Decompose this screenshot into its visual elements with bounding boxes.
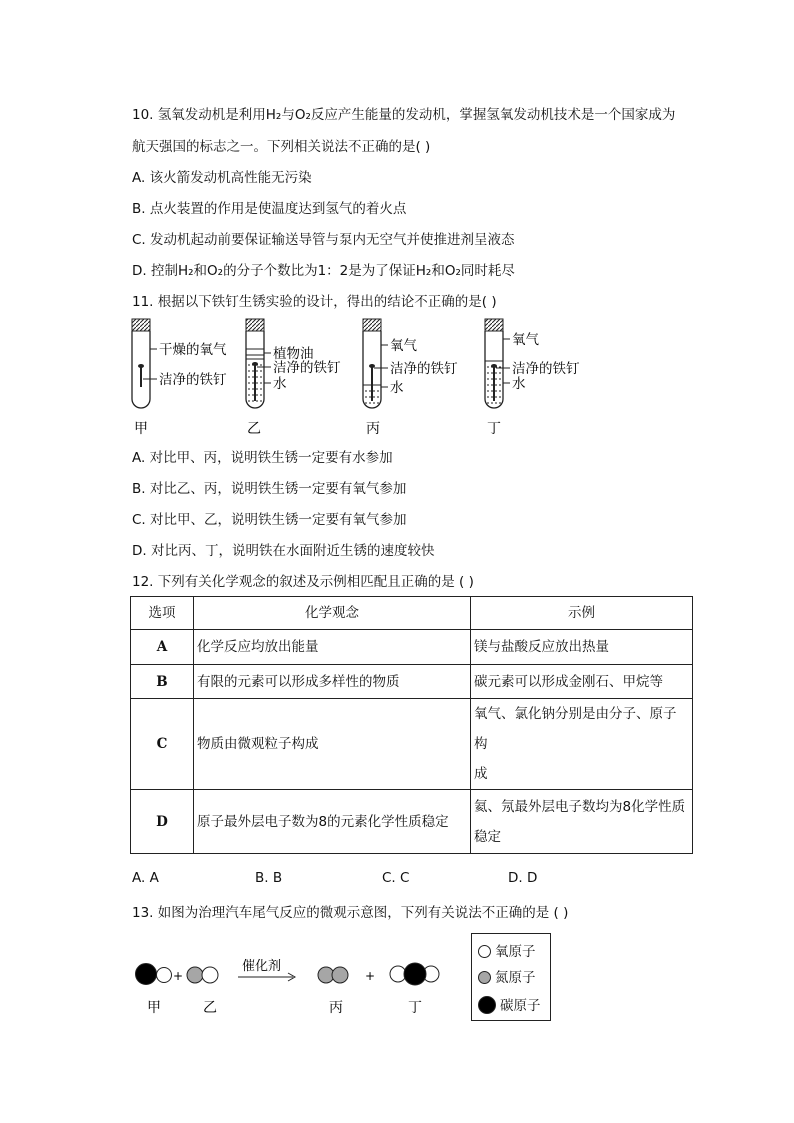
row-option: A <box>131 630 194 665</box>
oxygen-atom-icon <box>478 945 491 958</box>
q10-option-d: D. 控制H₂和O₂的分子个数比为1：2是为了保证H₂和O₂同时耗尽 <box>132 263 515 279</box>
q13-stem: 13. 如图为治理汽车尾气反应的微观示意图，下列有关说法不正确的是 ( ) <box>132 905 569 921</box>
row-example <box>471 790 693 854</box>
tube-ding-label-0: 氧气 <box>512 332 539 348</box>
row-concept: 化学反应均放出能量 <box>194 630 471 665</box>
table-row <box>131 790 693 854</box>
legend-nitrogen-label: 氮原子 <box>495 970 536 986</box>
header-concept: 化学观念 <box>194 597 471 630</box>
q11-option-a: A. 对比甲、丙，说明铁生锈一定要有水参加 <box>132 450 393 466</box>
tube-bing-label-1: 洁净的铁钉 <box>390 361 458 377</box>
species-bing: 丙 <box>329 1000 343 1016</box>
tube-bing-label-0: 氧气 <box>390 338 417 354</box>
q12-stem: 12. 下列有关化学观念的叙述及示例相匹配且正确的是 ( ) <box>132 574 474 590</box>
q10-stem-line2: 航天强国的标志之一。下列相关说法不正确的是( ) <box>132 139 431 155</box>
row-option: B <box>131 665 194 699</box>
q10-option-b: B. 点火装置的作用是使温度达到氢气的着火点 <box>132 201 407 217</box>
species-yi: 乙 <box>203 1000 217 1016</box>
row-option: D <box>131 790 194 854</box>
catalyst-label: 催化剂 <box>242 959 282 974</box>
tube-yi-label-1: 洁净的铁钉 <box>273 360 341 376</box>
q11-option-d: D. 对比丙、丁，说明铁在水面附近生锈的速度较快 <box>132 543 435 559</box>
q10-option-c: C. 发动机起动前要保证输送导管与泵内无空气并使推进剂呈液态 <box>132 232 515 248</box>
tube-yi <box>246 319 271 408</box>
q12-answer-a: A. A <box>132 870 159 886</box>
q11-option-b: B. 对比乙、丙，说明铁生锈一定要有氧气参加 <box>132 481 407 497</box>
table-row <box>131 630 693 665</box>
tube-bing-label-2: 水 <box>390 380 404 396</box>
tube-name-yi: 乙 <box>247 421 261 437</box>
tube-jia-label-0: 干燥的氧气 <box>159 342 227 358</box>
tube-yi-label-0: 植物油 <box>273 346 314 362</box>
q11-option-c: C. 对比甲、乙，说明铁生锈一定要有氧气参加 <box>132 512 407 528</box>
q12-answer-d: D. D <box>508 870 538 886</box>
carbon-atom-icon <box>478 996 496 1014</box>
row-example-line: 成 <box>474 766 488 782</box>
q12-answer-c: C. C <box>382 870 410 886</box>
tube-jia-label-1: 洁净的铁钉 <box>159 372 227 388</box>
molecule-yi <box>187 967 218 983</box>
atom-legend <box>471 933 551 1021</box>
row-option: C <box>131 699 194 790</box>
tube-name-bing: 丙 <box>366 421 380 437</box>
q12-answer-b: B. B <box>255 870 283 886</box>
row-example: 碳元素可以形成金刚石、甲烷等 <box>471 665 693 699</box>
reaction-diagram <box>125 950 465 1022</box>
legend-carbon <box>478 994 541 1014</box>
plus-sign: + <box>173 969 184 983</box>
tube-ding-label-2: 水 <box>512 376 526 392</box>
table-row <box>131 699 693 790</box>
row-example: 镁与盐酸反应放出热量 <box>471 630 693 665</box>
tube-jia <box>132 319 157 408</box>
molecule-ding <box>390 963 439 985</box>
row-concept: 原子最外层电子数为8的元素化学性质稳定 <box>194 790 471 854</box>
row-example <box>471 699 693 790</box>
tube-yi-label-2: 水 <box>273 376 287 392</box>
legend-carbon-label: 碳原子 <box>500 998 541 1014</box>
tube-name-jia: 甲 <box>134 421 148 437</box>
tube-name-ding: 丁 <box>487 421 501 437</box>
header-option: 选项 <box>131 597 194 630</box>
row-concept: 有限的元素可以形成多样性的物质 <box>194 665 471 699</box>
molecule-jia <box>136 964 172 985</box>
tube-ding <box>485 319 510 408</box>
q10-stem-line1: 10. 氢氧发动机是利用H₂与O₂反应产生能量的发动机，掌握氢氧发动机技术是一个国家成为 <box>132 107 676 123</box>
row-concept: 物质由微观粒子构成 <box>194 699 471 790</box>
row-example-line: 氧气、氯化钠分别是由分子、原子构 <box>474 706 677 752</box>
nitrogen-atom-icon <box>478 971 491 984</box>
row-example-line: 氦、氖最外层电子数均为8化学性质 <box>474 798 686 815</box>
legend-nitrogen <box>478 966 536 986</box>
row-example-line: 稳定 <box>474 828 501 845</box>
concept-table <box>130 596 693 854</box>
molecule-bing <box>318 967 348 983</box>
q11-stem: 11. 根据以下铁钉生锈实验的设计，得出的结论不正确的是( ) <box>132 294 497 310</box>
header-example: 示例 <box>471 597 693 630</box>
tube-bing <box>363 319 388 408</box>
test-tube-diagram <box>120 315 620 440</box>
q10-option-a: A. 该火箭发动机高性能无污染 <box>132 170 312 186</box>
plus-sign: + <box>365 969 376 983</box>
tube-ding-label-1: 洁净的铁钉 <box>512 361 580 377</box>
table-row <box>131 665 693 699</box>
legend-oxygen-label: 氧原子 <box>495 944 536 960</box>
table-header-row <box>131 597 693 630</box>
species-ding: 丁 <box>408 1000 422 1016</box>
legend-oxygen <box>478 940 536 960</box>
species-jia: 甲 <box>147 1000 161 1016</box>
